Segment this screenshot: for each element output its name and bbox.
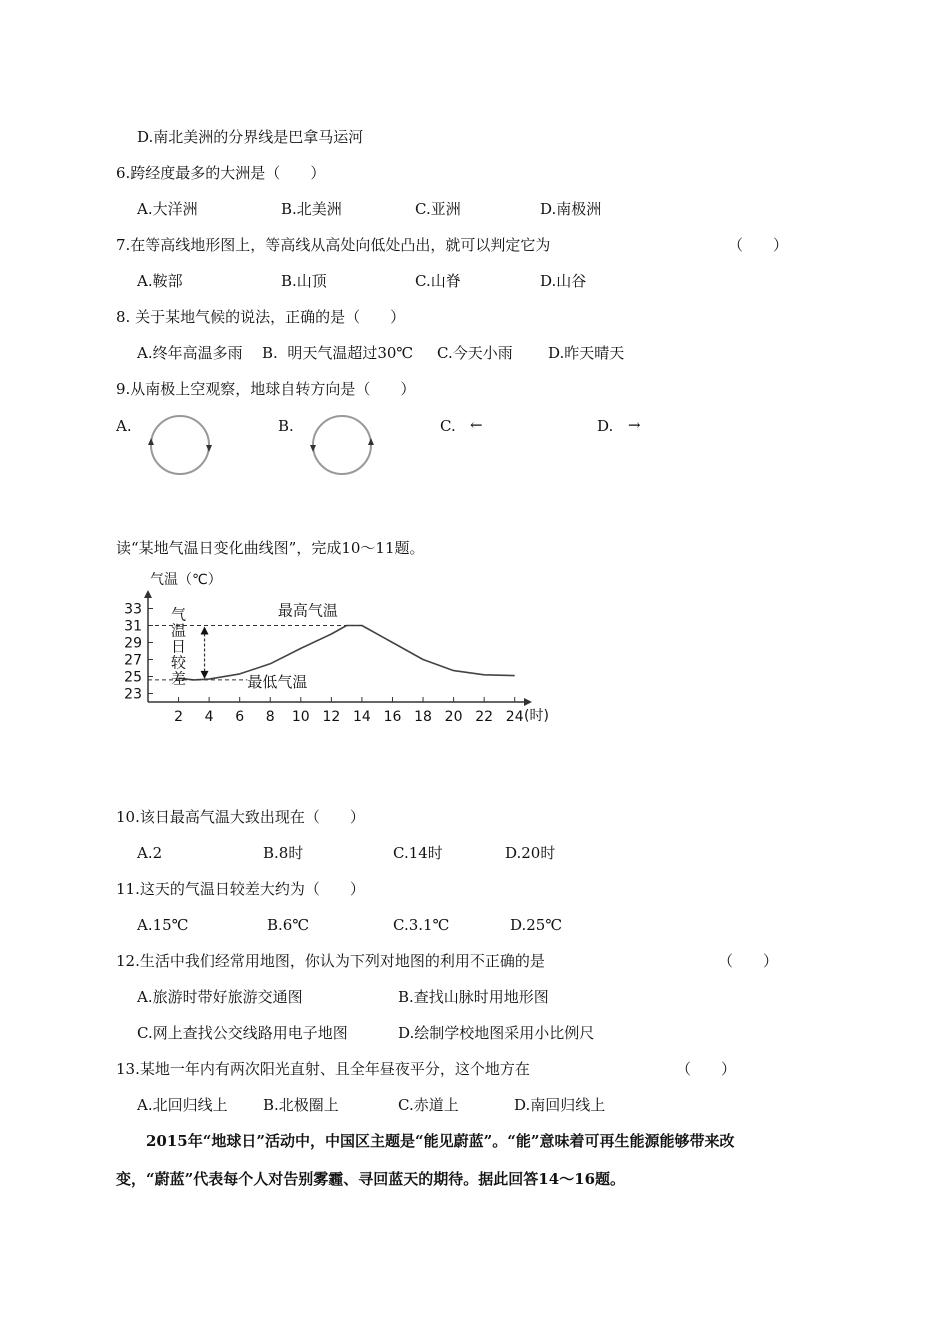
min-temp-label: 最低气温 xyxy=(247,672,308,691)
x-tick-label: 10 xyxy=(291,709,310,725)
y-tick-label: 25 xyxy=(124,669,142,686)
q6-option-b: B.北美洲 xyxy=(281,200,342,218)
q8-option-a: A.终年高温多雨 xyxy=(137,344,243,362)
q9-option-d: D. xyxy=(597,417,614,435)
q10-option-b: B.8时 xyxy=(263,844,304,862)
range-arrow-down-icon xyxy=(201,671,209,679)
x-tick-label: 4 xyxy=(204,709,214,725)
x-tick-label: 16 xyxy=(383,709,402,725)
y-tick-label: 31 xyxy=(124,618,142,635)
q9-option-b: B. xyxy=(278,417,294,435)
q11-stem: 11.这天的气温日较差大约为（ ） xyxy=(116,880,365,898)
q12-option-b: B.查找山脉时用地形图 xyxy=(398,988,549,1006)
q9-option-a: A. xyxy=(116,417,132,435)
q6-option-a: A.大洋洲 xyxy=(137,200,198,218)
q12-option-a: A.旅游时带好旅游交通图 xyxy=(137,988,303,1006)
q12-stem: 12.生活中我们经常用地图，你认为下列对地图的利用不正确的是 xyxy=(116,952,545,970)
chart-ylabel: 气温（℃） xyxy=(150,572,222,588)
x-axis-arrow-icon xyxy=(524,698,532,706)
y-tick-label: 29 xyxy=(124,635,142,652)
chart-intro: 读“某地气温日变化曲线图”，完成10～11题。 xyxy=(116,539,425,557)
x-tick-label: 20 xyxy=(444,709,463,725)
q13-stem: 13.某地一年内有两次阳光直射、且全年昼夜平分，这个地方在 xyxy=(116,1060,530,1078)
y-tick-label: 27 xyxy=(124,652,142,669)
q6-option-c: C.亚洲 xyxy=(415,200,461,218)
q8-stem: 8. 关于某地气候的说法，正确的是（ ） xyxy=(116,308,406,326)
q7-option-a: A.鞍部 xyxy=(137,272,183,290)
chart-series xyxy=(179,626,515,680)
right-arrow-icon: → xyxy=(628,416,641,434)
q9-stem: 9.从南极上空观察，地球自转方向是（ ） xyxy=(116,380,416,398)
chart-annotations xyxy=(148,602,362,691)
q11-option-d: D.25℃ xyxy=(510,916,563,934)
q12-answer-paren: （ ） xyxy=(718,952,779,970)
chart-xlabel: (时) xyxy=(524,708,549,724)
x-tick-label: 12 xyxy=(322,709,341,725)
q6-option-d: D.南极洲 xyxy=(540,200,602,218)
q12-option-c: C.网上查找公交线路用电子地图 xyxy=(137,1024,348,1042)
chart-axes xyxy=(144,590,532,706)
q7-answer-paren: （ ） xyxy=(728,236,789,254)
q8-option-c: C.今天小雨 xyxy=(437,344,513,362)
q8-option-b: B. 明天气温超过30℃ xyxy=(262,344,414,362)
earth-rotation-circle-b xyxy=(307,410,377,480)
range-label: 气温日较差 xyxy=(171,605,187,688)
range-arrow-up-icon xyxy=(201,627,209,635)
q7-option-b: B.山顶 xyxy=(281,272,327,290)
x-tick-label: 24 xyxy=(505,709,524,725)
q7-stem: 7.在等高线地形图上，等高线从高处向低处凸出，就可以判定它为 xyxy=(116,236,551,254)
earth-rotation-circle-a xyxy=(145,410,215,480)
q10-option-c: C.14时 xyxy=(393,844,443,862)
q10-stem: 10.该日最高气温大致出现在（ ） xyxy=(116,808,365,826)
q13-option-b: B.北极圈上 xyxy=(263,1096,339,1114)
q11-option-b: B.6℃ xyxy=(267,916,310,934)
x-tick-label: 18 xyxy=(414,709,432,725)
q6-stem: 6.跨经度最多的大洲是（ ） xyxy=(116,164,326,182)
q8-option-d: D.昨天晴天 xyxy=(548,344,625,362)
q10-option-a: A.2 xyxy=(137,844,163,862)
q13-option-d: D.南回归线上 xyxy=(514,1096,606,1114)
q5-option-d: D.南北美洲的分界线是巴拿马运河 xyxy=(137,128,364,146)
q7-option-c: C.山脊 xyxy=(415,272,461,290)
q7-option-d: D.山谷 xyxy=(540,272,587,290)
y-axis-arrow-icon xyxy=(144,590,152,598)
x-tick-label: 2 xyxy=(174,709,184,725)
q11-option-c: C.3.1℃ xyxy=(393,916,450,934)
q13-option-c: C.赤道上 xyxy=(398,1096,459,1114)
q9-option-c: C. xyxy=(440,417,456,435)
q13-option-a: A.北回归线上 xyxy=(137,1096,228,1114)
y-tick-label: 33 xyxy=(124,601,142,618)
q13-answer-paren: （ ） xyxy=(676,1060,737,1078)
x-tick-label: 8 xyxy=(265,709,275,725)
x-tick-label: 22 xyxy=(475,709,494,725)
x-tick-label: 14 xyxy=(353,709,371,725)
left-arrow-icon: ← xyxy=(470,416,483,434)
temperature-curve xyxy=(179,626,515,680)
y-tick-label: 23 xyxy=(124,686,142,703)
x-tick-label: 6 xyxy=(235,709,245,725)
q11-option-a: A.15℃ xyxy=(137,916,189,934)
max-temp-label: 最高气温 xyxy=(277,601,338,620)
passage-line-1: 2015年“地球日”活动中，中国区主题是“能见蔚蓝”。“能”意味着可再生能源能够带来改 xyxy=(146,1132,735,1150)
passage-line-2: 变，“蔚蓝”代表每个人对告别雾霾、寻回蓝天的期待。据此回答14～16题。 xyxy=(116,1170,626,1188)
q12-option-d: D.绘制学校地图采用小比例尺 xyxy=(398,1024,595,1042)
q10-option-d: D.20时 xyxy=(505,844,556,862)
temperature-daily-chart xyxy=(110,566,580,756)
